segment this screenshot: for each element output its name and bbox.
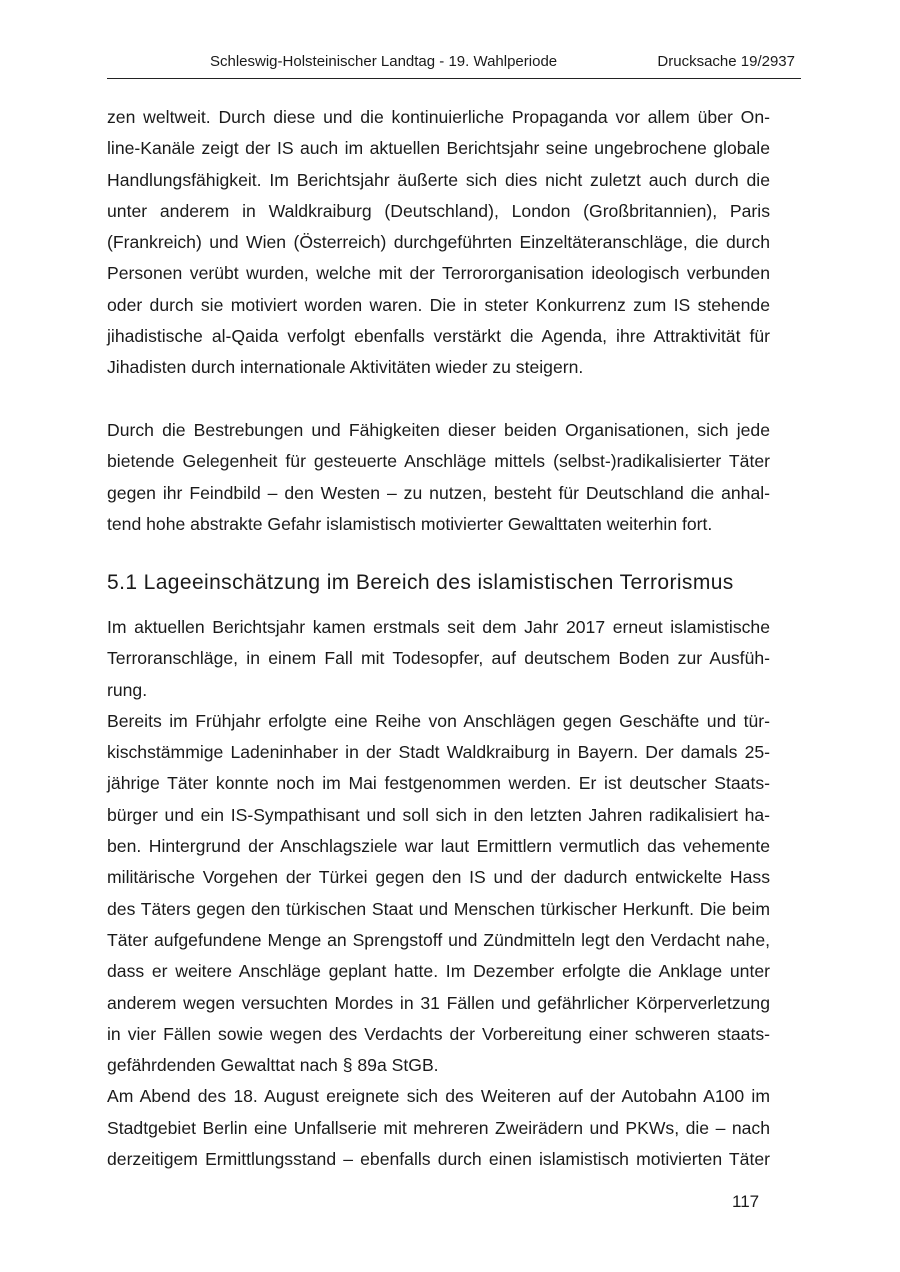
paragraph-line: Täter aufgefundene Menge an Sprengstoff und Zündmitteln legt den Verdacht nahe, (107, 929, 770, 950)
paragraph-line: des Täters gegen den türkischen Staat und Menschen türkischer Herkunft. Die beim (107, 898, 770, 919)
paragraph-line: Bereits im Frühjahr erfolgte eine Reihe von Anschlägen gegen Geschäfte und tür- (107, 710, 770, 731)
paragraph-line: Personen verübt wurden, welche mit der Terrororganisation ideologisch verbunden (107, 263, 770, 284)
paragraph-line: in vier Fällen sowie wegen des Verdachts der Vorbereitung einer schweren staats- (107, 1023, 770, 1044)
page-header (107, 0, 801, 79)
page-number: 117 (732, 1192, 760, 1211)
paragraph-line: Im aktuellen Berichtsjahr kamen erstmals seit dem Jahr 2017 erneut islamistische (107, 617, 770, 637)
paragraph-line: unter anderem in Waldkraiburg (Deutschland), London (Großbritannien), Paris (107, 200, 770, 221)
paragraph-line: gegen ihr Feindbild – den Westen – zu nutzen, besteht für Deutschland die anhal- (107, 482, 770, 503)
paragraph-line: Jihadisten durch internationale Aktivitäten wieder zu steigern. (107, 357, 584, 378)
paragraph-line: bietende Gelegenheit für gesteuerte Anschläge mittels (selbst-)radikalisierter Täter (107, 451, 770, 472)
paragraph-line: (Frankreich) und Wien (Österreich) durchgeführten Einzeltäteranschläge, die durch (107, 232, 770, 253)
paragraph-line: tend hohe abstrakte Gefahr islamistisch motivierter Gewalttaten weiterhin fort. (107, 513, 713, 534)
paragraph-2 (107, 415, 770, 540)
paragraph-3 (107, 612, 770, 1175)
paragraph-line: militärische Vorgehen der Türkei gegen den IS und der dadurch entwickelte Hass (107, 867, 770, 888)
paragraph-line: Am Abend des 18. August ereignete sich des Weiteren auf der Autobahn A100 im (107, 1086, 770, 1107)
paragraph-line: Stadtgebiet Berlin eine Unfallserie mit mehreren Zweirädern und PKWs, die – nach (107, 1117, 770, 1138)
paragraph-line: anderem wegen versuchten Mordes in 31 Fällen und gefährlicher Körperverletzung (107, 992, 770, 1013)
header-document-number: Drucksache 19/2937 (657, 53, 795, 70)
paragraph-line: line-Kanäle zeigt der IS auch im aktuellen Berichtsjahr seine ungebrochene globale (107, 138, 770, 159)
paragraph-line: jihadistische al-Qaida verfolgt ebenfalls verstärkt die Agenda, ihre Attraktivität für (107, 326, 770, 347)
paragraph-line: jährige Täter konnte noch im Mai festgenommen werden. Er ist deutscher Staats- (107, 773, 770, 794)
paragraph-line: zen weltweit. Durch diese und die kontinuierliche Propaganda vor allem über On- (107, 107, 770, 127)
paragraph-line: kischstämmige Ladeninhaber in der Stadt Waldkraiburg in Bayern. Der damals 25- (107, 742, 770, 763)
paragraph-line: Durch die Bestrebungen und Fähigkeiten dieser beiden Organisationen, sich jede (107, 420, 770, 440)
paragraph-1 (107, 102, 770, 384)
paragraph-line: derzeitigem Ermittlungsstand – ebenfalls durch einen islamistisch motivierten Täter (107, 1149, 770, 1170)
paragraph-line: gefährdenden Gewalttat nach § 89a StGB. (107, 1055, 439, 1076)
paragraph-line: Handlungsfähigkeit. Im Berichtsjahr äußerte sich dies nicht zuletzt auch durch die (107, 169, 770, 190)
paragraph-line: ben. Hintergrund der Anschlagsziele war laut Ermittlern vermutlich das vehemente (107, 836, 770, 857)
paragraph-line: oder durch sie motiviert worden waren. Die in steter Konkurrenz zum IS stehende (107, 294, 770, 315)
paragraph-line: bürger und ein IS-Sympathisant und soll sich in den letzten Jahren radikalisiert ha- (107, 804, 770, 825)
section-heading: 5.1 Lageeinschätzung im Bereich des islamistischen Terrorismus (107, 571, 734, 594)
header-title: Schleswig-Holsteinischer Landtag - 19. Wahlperiode (210, 53, 558, 70)
paragraph-line: Terroranschläge, in einem Fall mit Todesopfer, auf deutschem Boden zur Ausfüh- (107, 648, 770, 669)
paragraph-line: dass er weitere Anschläge geplant hatte. Im Dezember erfolgte die Anklage unter (107, 961, 770, 982)
paragraph-line: rung. (107, 679, 148, 700)
